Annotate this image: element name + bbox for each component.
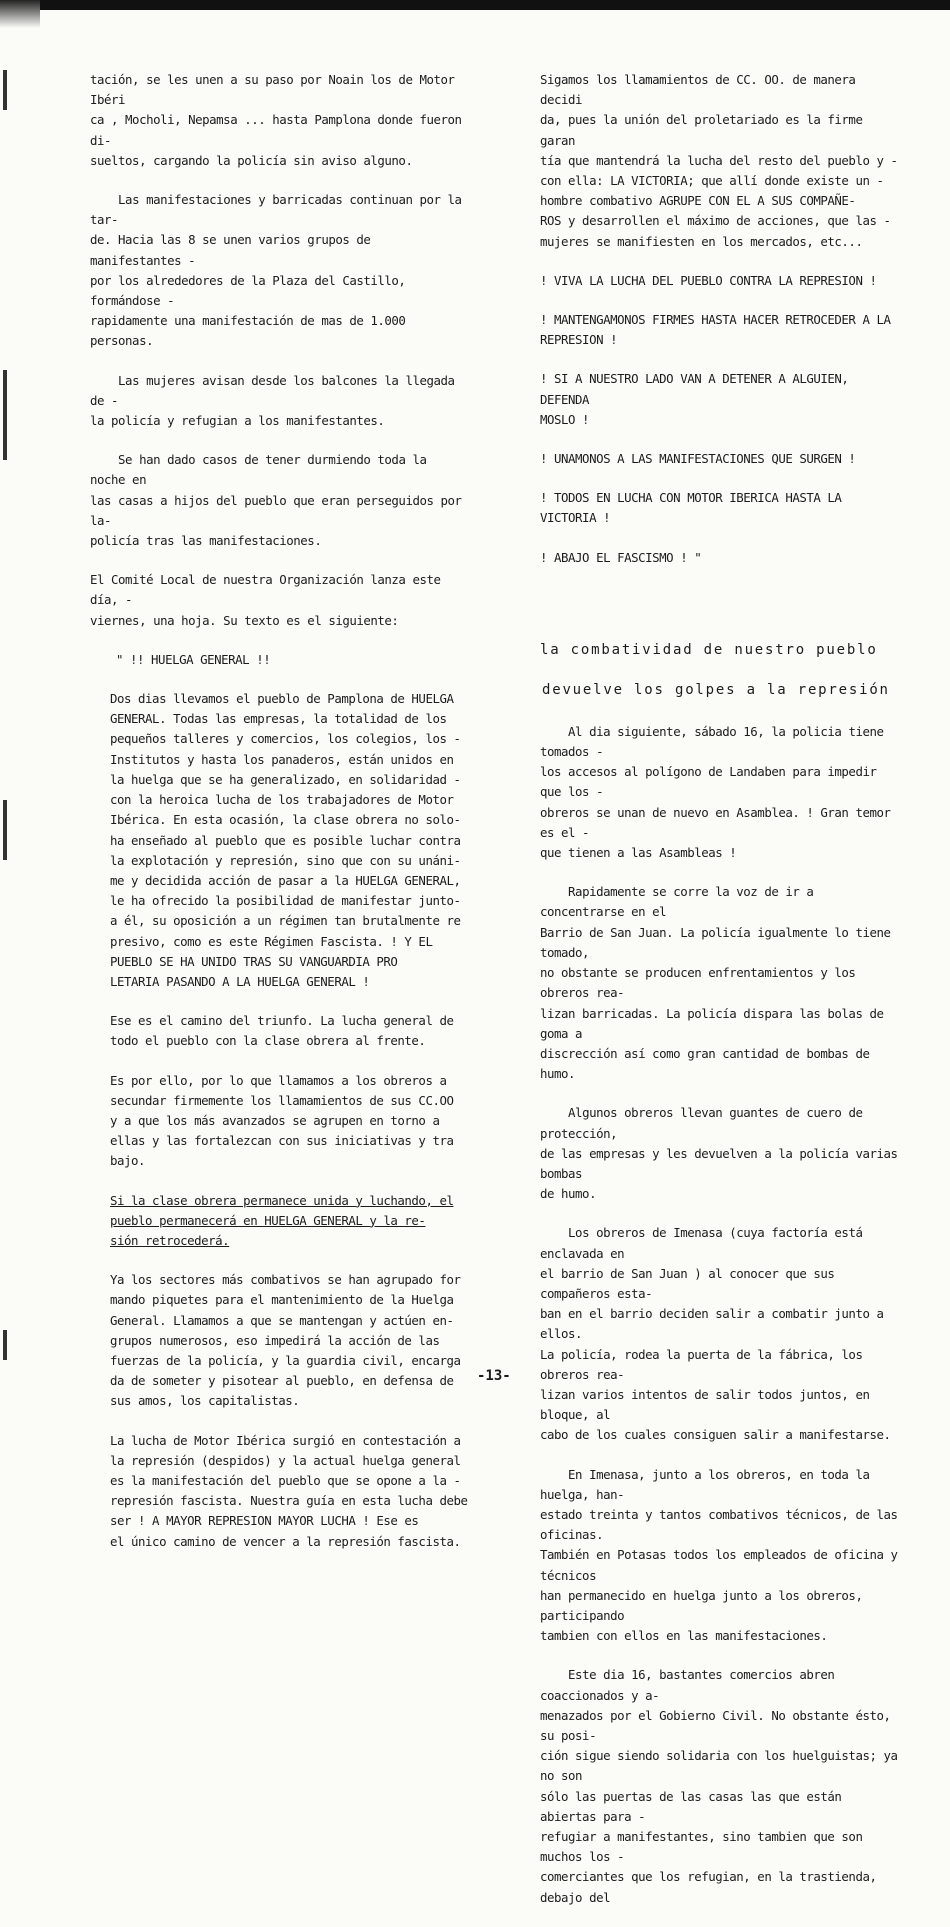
paragraph: Rapidamente se corre la voz de ir a concentrarse en el Barrio de San Juan. La policía igualmente lo tiene tomado, no obstante se producen enfrentamientos y los obreros rea- lizan barricadas. La policía dispara las bolas de goma a discrección así como gran cantidad de bombas de humo. [540, 884, 891, 1082]
paragraph: Los obreros de Imenasa (cuya factoría está enclavada en el barrio de San Juan ) al conocer que sus compañeros esta- ban en el barrio deciden salir a combatir junto a ellos. La policía, rodea la puerta de la fábrica, los obreros rea- lizan varios intentos de salir todos juntos, en bloque, al cabo de los cuales consiguen salir a manifestarse. [540, 1225, 891, 1443]
paragraph: El Comité Local de nuestra Organización lanza este día, - viernes, una hoja. Su texto es el siguiente: [90, 572, 441, 628]
page-number: -13- [477, 1368, 511, 1384]
quoted-paragraph: Sigamos los llamamientos de CC. OO. de manera decidi da, pues la unión del proletariado es la firme garan tía que mantendrá la lucha del resto del pueblo y - con ella: LA VICTORIA; que allí donde existe un - hombre combativo AGRUPE CON EL A SUS COMPAÑE- ROS y desarrollen el máximo de acciones, que las - mujeres se manifiesten en los mercados, etc... [540, 72, 898, 249]
slogan: ! SI A NUESTRO LADO VAN A DETENER A ALGUIEN, DEFENDA MOSLO ! [540, 371, 849, 427]
slogan: ! TODOS EN LUCHA CON MOTOR IBERICA HASTA LA VICTORIA ! [540, 490, 842, 526]
quoted-paragraph-underlined: Si la clase obrera permanece unida y luchando, el pueblo permanecerá en HUELGA GENERAL y la re- sión retrocederá. [110, 1192, 454, 1248]
quoted-paragraph: Ya los sectores más combativos se han agrupado for mando piquetes para el mantenimiento de la Huelga General. Llamamos a que se mantengan y actúen en- grupos numerosos, eso impedirá la acción de las fuerzas de la policía, y la guardia civil, encarga da de someter y pisotear al pueblo, en defensa de sus amos, los capitalistas. [110, 1272, 461, 1409]
section-heading-line-2: devuelve los golpes a la represión [542, 681, 890, 698]
paragraph: tación, se les unen a su paso por Noain los de Motor Ibéri ca , Mocholi, Nepamsa ... hasta Pamplona donde fueron di- sueltos, cargando la policía sin aviso alguno. [90, 72, 462, 168]
binding-marks [0, 40, 18, 1390]
slogan: ! MANTENGAMONOS FIRMES HASTA HACER RETROCEDER A LA REPRESION ! [540, 312, 891, 348]
left-column [90, 70, 468, 1571]
quoted-title: " !! HUELGA GENERAL !! [116, 651, 271, 667]
quoted-paragraph: Es por ello, por lo que llamamos a los obreros a secundar firmemente los llamamientos de sus CC.OO y a que los más avanzados se agrupen en torno a ellas y las fortalezcan con sus iniciativas y tra bajo. [110, 1072, 454, 1169]
slogan: ! UNAMONOS A LAS MANIFESTACIONES QUE SURGEN ! [540, 451, 856, 467]
paragraph: Las mujeres avisan desde los balcones la llegada de - la policía y refugian a los manifestantes. [90, 372, 455, 429]
quoted-paragraph: La lucha de Motor Ibérica surgió en contestación a la represión (despidos) y la actual huelga general es la manifestación del pueblo que se opone a la - represión fascista. Nuestra guía en esta lucha debe ser ! A MAYOR REPRESION MAYOR LUCHA ! Ese es el único camino de vencer a la represión fascista. [110, 1432, 468, 1549]
section-heading-line-1: la combatividad de nuestro pueblo [540, 641, 878, 658]
paragraph: Se han dado casos de tener durmiendo toda la noche en las casas a hijos del pueblo que eran perseguidos por la- policía tras las manifestaciones. [90, 452, 462, 549]
paragraph: En Imenasa, junto a los obreros, en toda la huelga, han- estado treinta y tantos combativos técnicos, de las oficinas. También en Potasas todos los empleados de oficina y técnicos han permanecido en huelga junto a los obreros, participando tambien con ellos en las manifestaciones. [540, 1466, 898, 1644]
scan-top-border [20, 0, 950, 10]
right-column [540, 70, 902, 1927]
scan-corner-shadow [0, 0, 40, 28]
paragraph: Algunos obreros llevan guantes de cuero de protección, de las empresas y les devuelven a la policía varias bombas de humo. [540, 1105, 898, 1202]
slogan: ! VIVA LA LUCHA DEL PUEBLO CONTRA LA REPRESION ! [540, 272, 877, 288]
paragraph: Las manifestaciones y barricadas continuan por la tar- de. Hacia las 8 se unen varios grupos de manifestantes - por los alrededores de la Plaza del Castillo, formándose - rapidamente una manifestación de mas de 1.000 personas. [90, 192, 462, 349]
quoted-paragraph: Ese es el camino del triunfo. La lucha general de todo el pueblo con la clase obrera al frente. [110, 1013, 454, 1049]
paragraph: Al dia siguiente, sábado 16, la policia tiene tomados - los accesos al polígono de Landaben para impedir que los - obreros se unan de nuevo en Asamblea. ! Gran temor es el - que tienen a las Asambleas ! [540, 723, 891, 861]
paragraph: Este dia 16, bastantes comercios abren coaccionados y a- menazados por el Gobierno Civil. No obstante ésto, su posi- ción sigue siendo solidaria con los huelguistas; ya no son sólo las puertas de las casas las que están abiertas para - refugiar a manifestantes, sino tambien que son muchos los - comerciantes que los refugian, en la trastienda, debajo del [540, 1667, 898, 1905]
slogan: ! ABAJO EL FASCISMO ! " [540, 549, 702, 565]
quoted-paragraph: Dos dias llevamos el pueblo de Pamplona de HUELGA GENERAL. Todas las empresas, la totalidad de los pequeños talleres y comercios, los colegios, los - Institutos y hasta los panaderos, están unidos en la huelga que se ha generalizado, en solidaridad - con la heroica lucha de los trabajadores de Motor Ibérica. En esta ocasión, la clase obrera no solo- ha enseñado al pueblo que es posible luchar contra la explotación y represión, sino que con su unáni- me y decidida acción de pasar a la HUELGA GENERAL, le ha ofrecido la posibilidad de manifestar junto- a él, su oposición a un régimen tan brutalmente re presivo, como es este Régimen Fascista. ! Y EL PUEBLO SE HA UNIDO TRAS SU VANGUARDIA PRO LETARIA PASANDO A LA HUELGA GENERAL ! [110, 691, 461, 989]
section-heading [540, 640, 902, 700]
